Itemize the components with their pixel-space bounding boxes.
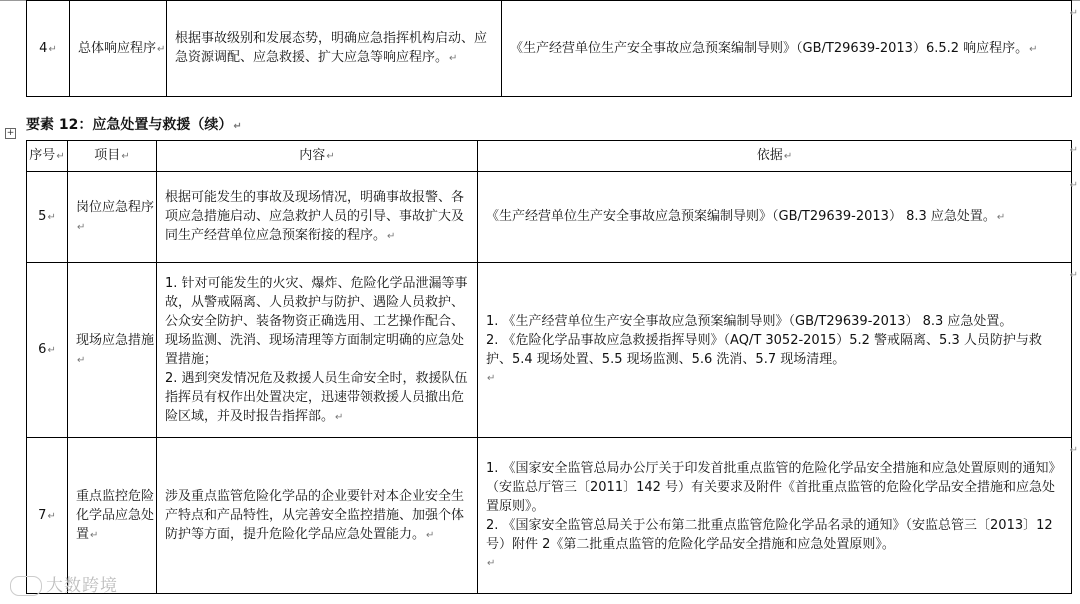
header-item: 项目↵ bbox=[68, 141, 157, 172]
content-paragraph: 2. 遇到突发情况危及救援人员生命安全时，救援队伍指挥员有权作出处置决定，迅速带领救援人员撤出危险区域，并及时报告指挥部。↵ bbox=[165, 370, 468, 424]
header-content: 内容↵ bbox=[157, 141, 478, 172]
content-cell bbox=[157, 263, 478, 438]
watermark: 大数跨境 bbox=[10, 571, 118, 596]
item-cell: 重点监控危险化学品应急处置↵ bbox=[68, 438, 157, 594]
table-row bbox=[27, 1, 1072, 97]
basis-cell bbox=[478, 438, 1072, 594]
basis-paragraph: 1. 《国家安全监管总局办公厅关于印发首批重点监管的危险化学品安全措施和应急处置原则的通知》（安监总厅管三〔2011〕142 号）有关要求及附件《首批重点监管的危险化学品安全措施和应急处置原则》。 bbox=[486, 460, 1062, 514]
basis-paragraph: 1. 《生产经营单位生产安全事故应急预案编制导则》（GB/T29639-2013） 8.3 应急处置。 bbox=[486, 314, 1013, 329]
row-number-cell: 6↵ bbox=[27, 263, 68, 438]
row-end-mark: ↵ bbox=[1069, 270, 1078, 281]
basis-cell bbox=[478, 263, 1072, 438]
emergency-table bbox=[26, 140, 1072, 594]
row-end-mark: ↵ bbox=[1069, 145, 1078, 156]
row-number-cell: 5↵ bbox=[27, 172, 68, 263]
row-end-mark: ↵ bbox=[1069, 180, 1078, 191]
row-end-mark: ↵ bbox=[1069, 8, 1078, 19]
basis-cell: 《生产经营单位生产安全事故应急预案编制导则》（GB/T29639-2013） 8.3 应急处置。↵ bbox=[478, 172, 1072, 263]
paragraph-mark: ↵ bbox=[487, 557, 496, 569]
content-paragraph: 1. 针对可能发生的火灾、爆炸、危险化学品泄漏等事故，从警戒隔离、人员救护与防护、遇险人员救护、公众安全防护、装备物资正确选用、工艺操作配合、现场监测、洗消、现场清理等方面制定明确的应急处置措施； bbox=[165, 275, 468, 367]
row-number-cell: 4↵ bbox=[27, 1, 70, 97]
content-cell: 涉及重点监管危险化学品的企业要针对本企业安全生产特点和产品特性，从完善安全监控措施、加强个体防护等方面，提升危险化学品应急处置能力。↵ bbox=[157, 438, 478, 594]
paragraph-mark: ↵ bbox=[487, 373, 496, 384]
header-no: 序号↵ bbox=[27, 141, 68, 172]
table-row bbox=[27, 172, 1072, 263]
table-row bbox=[27, 438, 1072, 594]
basis-cell: 《生产经营单位生产安全事故应急预案编制导则》（GB/T29639-2013）6.5.2 响应程序。↵ bbox=[502, 1, 1072, 97]
row-end-mark: ↵ bbox=[1069, 445, 1078, 456]
content-cell: 根据可能发生的事故及现场情况，明确事故报警、各项应急措施启动、应急救护人员的引导、事故扩大及同生产经营单位应急预案衔接的程序。↵ bbox=[157, 172, 478, 263]
basis-paragraph: 2. 《危险化学品事故应急救援指挥导则》（AQ/T 3052-2015）5.2 警戒隔离、5.3 人员防护与救护、5.4 现场处置、5.5 现场监测、5.6 洗消、5.7 现场清理。 bbox=[486, 333, 1042, 367]
row-number-cell: 7↵ bbox=[27, 438, 68, 594]
watermark-logo-icon bbox=[10, 576, 42, 596]
section-title: 要素 12：应急处置与救援（续）↵ bbox=[26, 117, 242, 133]
content-cell: 根据事故级别和发展态势，明确应急指挥机构启动、应急资源调配、应急救援、扩大应急等响应程序。↵ bbox=[167, 1, 502, 97]
table-move-handle-icon[interactable]: + bbox=[6, 128, 15, 138]
table-header-row bbox=[27, 141, 1072, 172]
header-basis: 依据↵ bbox=[478, 141, 1072, 172]
item-cell: 现场应急措施↵ bbox=[68, 263, 157, 438]
table-row bbox=[27, 263, 1072, 438]
continued-table bbox=[26, 0, 1072, 97]
basis-paragraph: 2. 《国家安全监管总局关于公布第二批重点监管危险化学品名录的通知》（安监总管三〔2013〕12 号）附件 2《第二批重点监管的危险化学品安全措施和应急处置原则》。 bbox=[486, 517, 1053, 552]
item-cell: 总体响应程序↵ bbox=[70, 1, 167, 97]
item-cell: 岗位应急程序↵ bbox=[68, 172, 157, 263]
